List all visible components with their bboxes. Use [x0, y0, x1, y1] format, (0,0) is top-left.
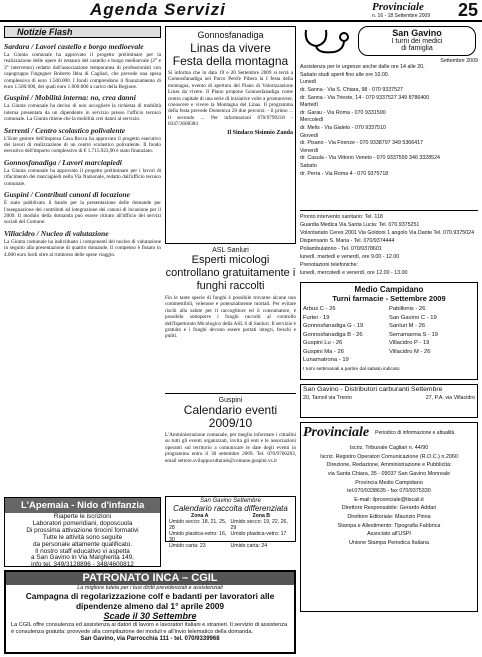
- notizia-text: La Giunta comunale ha approvato il progetto preliminare per la realizzazione delle opere di restauro del castello e borgo medioevale (2° e 3° intervento) redatto dall'associazione temporanea di professionisti con capogruppo l'ingegner Roberto Ibba di Cagliari, che prevede una spesa complessiva di euro 1.500.000. I fondi comprendono il finanziamento di euro 1.500.000, dei quali euro 1.000.000 a carico della Regione.: [4, 52, 161, 91]
- asl-text: Fin le tante specie di funghi è possibile trovarne alcune non commestibili, velenose e potenzialmente mortali. Per evitare rischi alla salute per il raccoglitore ed il consumatore, è possibile sottoporre i funghi raccolti al controllo dell'Ispettorato Micologico della ASL 6 di Sanluri. Il servizio è gratuito e i funghi devono essere portati integri, freschi e puliti.: [165, 295, 296, 340]
- text-line: via Santa Chiara, 35 - 09037 San Gavino Monreale: [327, 470, 451, 477]
- text-line: dr. Sanna - Via Trieste, 14 - 070 9337527 349 8786400: [300, 94, 430, 101]
- text-line: Iscriz. Registro Operatori Comunicazione (R.O.C.) n.2060: [320, 453, 458, 460]
- turni-title: Medio Campidano: [354, 285, 424, 295]
- zone-a-3: Umido carta: 23: [169, 543, 206, 549]
- text-line: Lunamatrona - 19: [303, 357, 349, 364]
- patronato-headline: Campagna di regolarizzazione colf e badanti per lavoratori alle dipendenze almeno dal 1° aprile 2009: [25, 591, 275, 611]
- guspini-text: L'Amministrazione comunale, per meglio informare i cittadini su tutti gli eventi organizzati, invita gli enti e le associazioni operanti sul territorio a comunicare le date degli eventi in programma entro il 30 settembre 2009. Tel. 070/9760283, email settore.sviluppoculturale@comune.guspini.vs.it: [165, 432, 296, 464]
- text-line: dr. Garau - Via Roma - 070 9331500: [300, 109, 386, 116]
- turni-right: [389, 305, 475, 365]
- text-line: Gonnosfanadiga G - 19: [303, 323, 364, 330]
- text-line: Stampa e Allestimento: Tipografia Fabbrica: [337, 522, 441, 529]
- section-title: Agenda Servizi: [90, 0, 226, 19]
- patronato-subtitle: La migliore tutela per i tuoi diritti previdenziali e assistenziali: [77, 585, 223, 591]
- raccolta-subtitle: Calendario raccolta differenziata: [173, 504, 288, 513]
- notizie-column: [4, 26, 161, 258]
- text-line: dr. Perra - Via Roma 4 - 070 9375718: [300, 170, 389, 177]
- medici-month: Settembre 2009: [440, 58, 478, 64]
- turni-left: [303, 305, 389, 365]
- linas-title: Linas da vivere: [190, 41, 271, 55]
- text-line: Villacidro P - 19: [389, 340, 430, 347]
- right-column: [300, 26, 478, 612]
- notizia-title: Villacidro / Nucleo di valutazione: [4, 228, 109, 238]
- text-line: Venerdì: [300, 147, 319, 154]
- medici-list: [300, 64, 478, 210]
- provinciale-subtitle: Periodico di informazione e attualità: [375, 430, 455, 437]
- text-line: Furtei - 19: [303, 314, 330, 321]
- text-line: dr. Casula - Via Vittorio Veneto - 070 9337550 346 3328524: [300, 155, 440, 162]
- distrib-box: [300, 384, 478, 418]
- text-line: Dispensario S. Maria - Tel. 070/9374444: [300, 238, 395, 245]
- turni-lists: [303, 305, 475, 365]
- zone-a-1: Umido secco: 18, 21, 25, 28: [169, 519, 227, 531]
- text-line: da personale altamente qualificato.: [32, 540, 133, 548]
- linas-text: Si informa che in data 19 e 20 Settembre 2009 si terrà a Gonnosfanadiga nel Parco Perd'e Pibera la I festa della montagna, evento di apertura del Piano di Valorizzazione Linas da vivere. Il Piano propone Gonnosfanadiga come centro capitale di una serie di iniziative volte a promuovere, conoscere e vivere la Montagna del Linas. Il programma della festa prevede Domenica 20 due percorsi: - il primo ... il secondo ... Per informazioni 070/9799218 - 0347/3608383: [168, 70, 293, 128]
- patronato-address: San Gavino, via Parrocchia 111 - tel. 070/9339968: [80, 636, 220, 643]
- notizia-title: Guspini / Mobilità interna: no, crea danni: [4, 93, 136, 103]
- medici-header: [300, 26, 478, 56]
- middle-column: [165, 26, 296, 549]
- guspini-title: Calendario eventi 2009/10: [183, 403, 278, 430]
- issue-info: n. 16 - 18 Settembre 2009: [372, 13, 431, 19]
- text-line: dr. Melis - Via Gialeto - 070 9337510: [300, 124, 386, 131]
- text-line: Riaperte le iscrizioni: [53, 513, 112, 520]
- text-line: Villacidro M - 26: [389, 348, 431, 355]
- notizie-list: [4, 42, 161, 258]
- text-line: lunedì, martedì e venerdì, ore 9.00 - 12.00: [300, 254, 400, 261]
- text-line: Associato all'USPI: [367, 531, 411, 538]
- text-line: Sabato: [300, 162, 317, 169]
- zone-a-2: Umido plastica-vetro: 16, 30: [169, 531, 227, 543]
- stethoscope-icon: [300, 26, 352, 56]
- text-line: Guspini Lu - 26: [303, 340, 343, 347]
- page-header: [0, 0, 482, 22]
- notizia-title: Guspini / Contributi canoni di locazione: [4, 190, 130, 200]
- text-line: Tutte le attività sono seguite: [42, 533, 123, 541]
- linas-article: [165, 26, 296, 244]
- medici-title: I turni dei medici: [391, 38, 443, 45]
- provinciale-box: [300, 422, 478, 612]
- text-line: Guspini Ma - 26: [303, 348, 344, 355]
- notizia-title: Gonnosfanadiga / Lavori marciapiedi: [4, 157, 122, 167]
- text-line: a San Gavino in Via Margherita 149,: [31, 554, 134, 562]
- zone-b-label: Zona B: [252, 513, 271, 519]
- text-line: E-mail: ilprovinciale@tiscali.it: [354, 496, 424, 503]
- distrib-left: 20, Tamoil via Trento: [303, 395, 352, 402]
- notizia-title: Sardara / Lavori castello e borgo medioevale: [4, 42, 144, 51]
- text-line: Pronto intervento sanitario: Tel. 118: [300, 214, 383, 221]
- text-line: Martedì: [300, 102, 318, 109]
- text-line: dr. Pisano - Via Firenze - 070 9338797 349 5366417: [300, 140, 423, 147]
- masthead-logo: Provinciale: [372, 1, 424, 13]
- text-line: Poliambulatorio - Tel. 070/9378601: [300, 246, 382, 253]
- text-line: Prenotazioni telefoniche:: [300, 262, 359, 269]
- text-line: Direttore Editoriale: Maurizio Pinna: [347, 513, 431, 520]
- medici-town: San Gavino: [392, 28, 442, 38]
- zone-b-1: Umido secco: 19, 22, 26, 29: [230, 519, 288, 531]
- apemaia-lines: [5, 513, 160, 570]
- text-line: Giovedì: [300, 132, 319, 139]
- services-info: [300, 210, 478, 282]
- zone-b-2: Umido plastica-vetro: 17: [230, 531, 287, 537]
- text-line: Lunedì: [300, 79, 317, 86]
- notizia-text: La Giunta comunale ha deciso di non accogliere la richiesta di mobilità interna presentata da un dipendente in servizio presso l'ufficio tecnico comunale. La Giunta ritiene che la mobilità crei danni al servizio.: [4, 103, 161, 123]
- text-line: Serramanna S - 19: [389, 331, 438, 338]
- text-line: Laboratori pomeridiani, doposcuola: [32, 519, 133, 527]
- provinciale-top: [303, 425, 475, 441]
- notizia-title: Serrenti / Centro scolastico polivalente: [4, 125, 126, 135]
- distrib-right: 27, P.A. via Villacidro: [425, 395, 475, 402]
- asl-title: Esperti micologi controllano gratuitamente i funghi raccolti: [165, 254, 296, 292]
- provinciale-logo: Provinciale: [303, 425, 370, 441]
- patronato-title: PATRONATO INCA – CGIL: [6, 572, 294, 585]
- patronato-ad: [4, 570, 296, 654]
- linas-subtitle: Festa della montagna: [172, 54, 289, 68]
- notizia-text: È stato pubblicato il bando per la presentazione delle domande per l'assegnazione dei contributi ad integrazione dei canoni di locazione per il 2009. Il modulo della domanda può essere ritirato all'ufficio dei servizi sociali del Comune.: [4, 200, 161, 226]
- text-line: Sanluri M - 26: [389, 323, 426, 330]
- text-line: Mercoledì: [300, 117, 324, 124]
- text-line: Provincia Medio Campidano: [355, 479, 423, 486]
- turni-note: I turni settimanali a partire dal sabato indicato: [303, 366, 400, 372]
- asl-article: [165, 244, 296, 394]
- zone-b-3: Umido carta: 24: [230, 543, 268, 549]
- asl-label: ASL Sanluri: [212, 247, 249, 254]
- text-line: Unione Stampa Periodica Italiana: [348, 539, 429, 546]
- guspini-label: Guspini: [218, 397, 243, 404]
- text-line: Pabillonis - 26: [389, 306, 426, 313]
- patronato-body: La CGIL offre consulenza ed assistenza ai datori di lavoro e lavoratori italiani e stranieri. Il servizio di assistenza è consulenza gratuita: provvede alla compilazione dei moduli e all'invio telematico della domanda.: [11, 622, 288, 635]
- text-line: dr. Sanna - Via S. Chiara, 98 - 070 9337527: [300, 86, 403, 93]
- raccolta-box: [165, 496, 296, 549]
- notizia-text: L'Ente gestore dell'impresa Casa Rocca ha approvato il progetto esecutivo dei lavori di realizzazione di un centro scolastico polivalente. Il fondo esecutivo dell'importo complessivo di € 1.715.923,90 è stato finanziato.: [4, 135, 161, 155]
- text-line: Direttore Responsabile: Gerardo Addari: [341, 505, 437, 512]
- medici-title-box: [358, 26, 476, 56]
- linas-signature: Il Sindaco Sisinnio Zanda: [227, 129, 293, 136]
- guspini-article: [165, 394, 296, 496]
- provinciale-lines: [303, 444, 475, 547]
- linas-town: Gonnosfanadiga: [197, 30, 264, 40]
- distrib-title: San Gavino - Distributori carburanti Settembre: [303, 386, 443, 394]
- text-line: lunedì, mercoledì e venerdì, ore 12.00 - 13.00: [300, 270, 408, 277]
- text-line: tel.070/9338635 - fax 070/9375330: [347, 488, 431, 495]
- zone-a-label: Zona A: [191, 513, 209, 519]
- text-line: San Gavino C - 19: [389, 314, 437, 321]
- distrib-entries: [303, 395, 475, 401]
- text-line: Sabato studi aperti fino alle ore 10.00.: [300, 71, 390, 78]
- text-line: Volontariato Ceres 2001 Via Goldoni 1 angolo Via Dante Tel. 070.9375024: [300, 230, 475, 237]
- raccolta-title: San Gavino Settembre: [200, 498, 261, 504]
- page-number: 25: [457, 0, 478, 20]
- text-line: Arbus C - 26: [303, 306, 336, 313]
- turni-box: [300, 282, 478, 380]
- notizia-text: La Giunta comunale ha individuato i componenti del nucleo di valutazione in seguito alla presentazione di quattro domande. Il compenso è fissato in 4.000 euro lordi oltre al rimborso delle spese viaggio.: [4, 238, 161, 258]
- turni-subtitle: Turni farmacie - Settembre 2009: [332, 294, 446, 304]
- text-line: Il nostro staff educativo vi aspetta: [35, 547, 130, 555]
- raccolta-table: [169, 513, 292, 549]
- apemaia-title: L'Apemaia - Nido d'infanzia: [5, 498, 160, 513]
- text-line: info tel. 349/3128896 - 348/4600812: [31, 561, 134, 569]
- text-line: Guardia Medica Via Santa Lucia: Tel. 070.9375251: [300, 222, 420, 229]
- notizie-banner-label: Notizie Flash: [17, 27, 73, 37]
- notizie-banner: [4, 26, 161, 38]
- text-line: Iscriz. Tribunale Cagliari n. 44/90: [349, 445, 429, 452]
- text-line: Direzione, Redazione, Amministrazione e Pubblicità:: [326, 462, 452, 469]
- apemaia-ad: [4, 497, 161, 567]
- text-line: Di prossima attivazione tirocini formativi: [26, 526, 139, 534]
- patronato-deadline: Scade il 30 Settembre: [103, 611, 197, 621]
- text-line: Assistenza per le urgenze anche dalle ore 14 alle 20,: [300, 64, 425, 71]
- medici-subtitle: di famiglia: [401, 45, 433, 52]
- notizia-text: La Giunta comunale ha approvato il progetto preliminare per i lavori di rifacimento dei marciapiedi nella Via Nazionale, redatto dall'ufficio tecnico comunale.: [4, 167, 161, 187]
- text-line: Gonnosfanadiga B - 26: [303, 331, 363, 338]
